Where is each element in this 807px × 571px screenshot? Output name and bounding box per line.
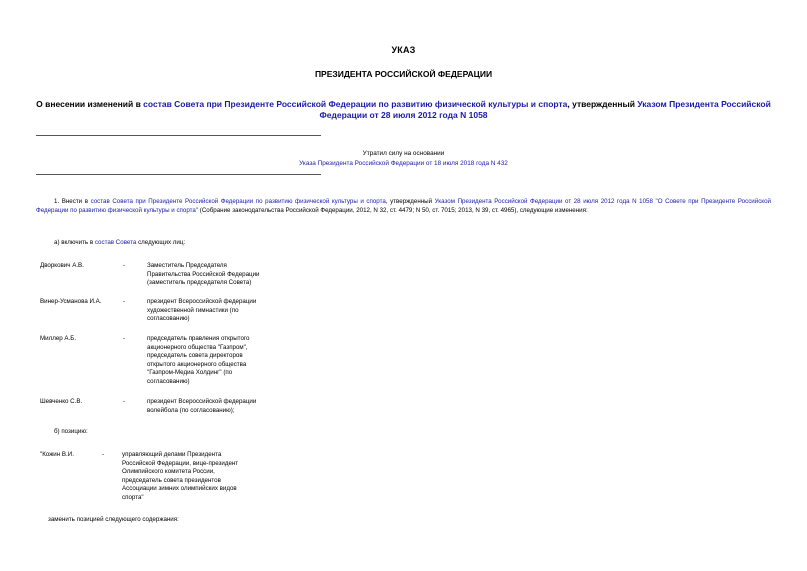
item-a-suffix: следующих лиц: bbox=[136, 239, 186, 246]
decree-432-link[interactable]: Указа Президента Российской Федерации от 18 июля 2018 года N 432 bbox=[299, 160, 508, 167]
decree-title: УКАЗ bbox=[391, 45, 416, 55]
item-a-prefix: а) включить в bbox=[54, 239, 95, 246]
subject-mid: , утвержденный bbox=[567, 99, 638, 109]
lost-force-reference bbox=[0, 160, 807, 167]
p1-text-a: 1. Внести в bbox=[54, 198, 91, 205]
divider-top bbox=[36, 135, 321, 136]
p1-text-c: (Собрание законодательства Российской Федерации, 2012, N 32, ст. 4479; N 50, ст. 7015; 2013, N 39, ст. 4965), следующие изменения: bbox=[198, 206, 588, 214]
replace-note: заменить позицией следующего содержания: bbox=[48, 516, 179, 523]
person-name: Винер-Усманова И.А. bbox=[40, 298, 102, 305]
decree-1058-link[interactable]: Указом Президента Российской Федерации от 28 июля 2012 года N 1058 bbox=[319, 99, 771, 120]
person-position: председатель правления открытого акционерного общества "Газпром", председатель совета директоров открытого акционерного общества "Газпром-Медиа Холдинг" (по согласованию) bbox=[147, 335, 250, 385]
item-a bbox=[54, 239, 185, 248]
person-name: Миллер А.Б. bbox=[40, 335, 77, 342]
dash: - bbox=[123, 298, 126, 305]
person-position: президент Всероссийской федерации волейбола (по согласованию); bbox=[147, 398, 257, 414]
person-position: Заместитель Председателя Правительства Российской Федерации (заместитель председателя Совета) bbox=[147, 262, 260, 287]
person-name: Шевченко С.В. bbox=[40, 398, 83, 405]
subject-prefix: О внесении изменений в bbox=[36, 99, 144, 109]
person-position: президент Всероссийской федерации художественной гимнастики (по согласованию) bbox=[147, 298, 257, 323]
person-name: "Кожин В.И. bbox=[40, 451, 74, 458]
item-b: б) позицию: bbox=[54, 428, 88, 435]
dash: - bbox=[123, 398, 126, 405]
person-name: Дворкович А.В. bbox=[40, 262, 84, 269]
decree-subject bbox=[36, 99, 771, 121]
person-position: управляющий делами Президента Российской Федерации, вице-президент Олимпийского комитета России, председатель совета президентов Ассоциации зимних олимпийских видов спорта" bbox=[122, 451, 239, 501]
decree-issuer: ПРЕЗИДЕНТА РОССИЙСКОЙ ФЕДЕРАЦИИ bbox=[314, 69, 493, 79]
divider-bottom bbox=[36, 174, 321, 175]
dash: - bbox=[123, 335, 126, 342]
council-link[interactable]: состав Совета bbox=[94, 239, 137, 246]
p1-text-b: , утвержденный bbox=[385, 198, 435, 205]
dash: - bbox=[102, 451, 105, 458]
dash: - bbox=[123, 262, 126, 269]
council-composition-link-2[interactable]: состав Совета при Президенте Российской Федерации по развитию физической культуры и спорта bbox=[90, 198, 386, 205]
lost-force-note: Утратил силу на основании bbox=[362, 150, 445, 157]
decree-1058-full-link[interactable]: Указом Президента Российской Федерации от 28 июля 2012 года N 1058 "О Совете при Президенте Российской Федерации по развитию физической культуры и спорта" bbox=[36, 198, 771, 214]
paragraph-1 bbox=[36, 198, 771, 215]
council-composition-link[interactable]: состав Совета при Президенте Российской Федерации по развитию физической культуры и спорта bbox=[143, 99, 568, 109]
